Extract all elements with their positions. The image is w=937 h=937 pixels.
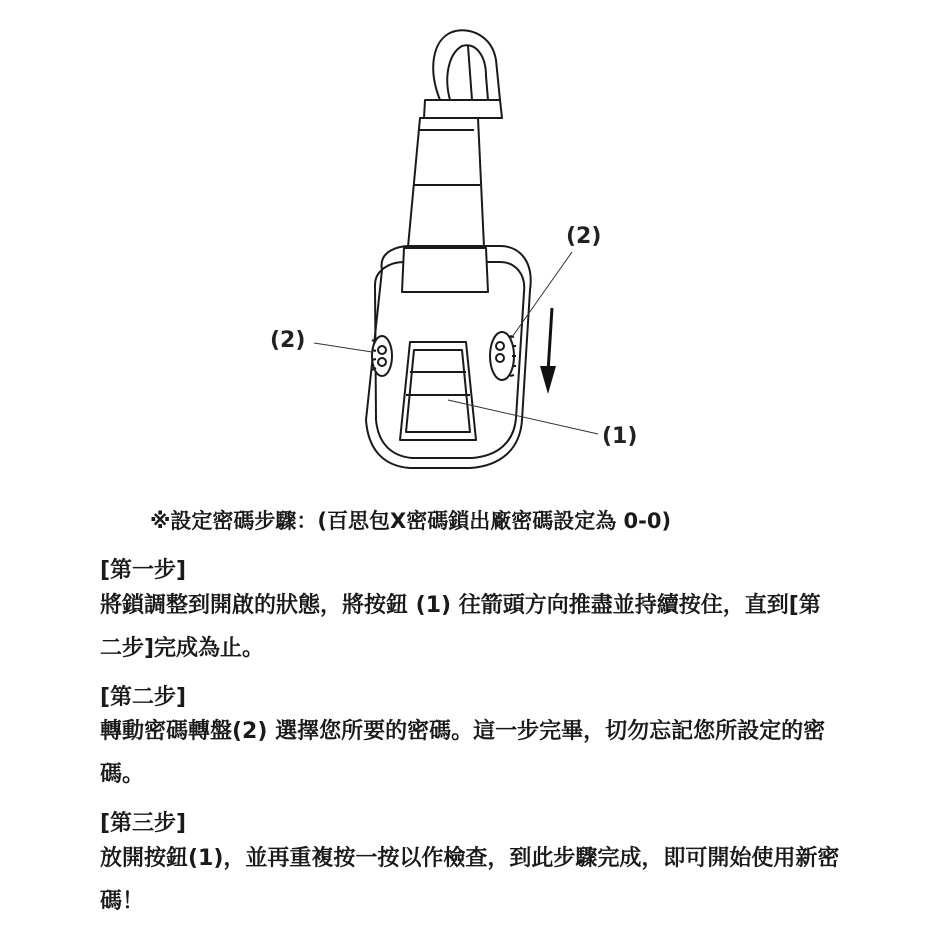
label-dial-right: (2) [566, 224, 602, 249]
label-dial-left: (2) [270, 328, 306, 353]
pull-ring [433, 30, 500, 100]
step2-text: 轉動密碼轉盤(2) 選擇您所要的密碼。這一步完畢，切勿忘記您所設定的密碼。 [100, 719, 826, 787]
label-button: (1) [602, 424, 638, 449]
push-direction-arrow [540, 308, 556, 394]
caption: ※設定密碼步驟：(百思包X密碼鎖出廠密碼設定為 0-0) [150, 509, 672, 533]
step1-text: 將鎖調整到開啟的狀態，將按鈕 (1) 往箭頭方向推盡並持續按住，直到[第二步]完成為止。 [100, 593, 821, 661]
step3-heading: [第三步] [100, 811, 187, 836]
step2-heading: [第二步] [100, 685, 187, 710]
step1-heading: [第一步] [100, 558, 187, 583]
step3-text: 放開按鈕(1)，並再重複按一按以作檢查，到此步驟完成，即可開始使用新密碼！ [100, 846, 840, 914]
left-dial [372, 336, 392, 376]
push-button [400, 342, 476, 440]
